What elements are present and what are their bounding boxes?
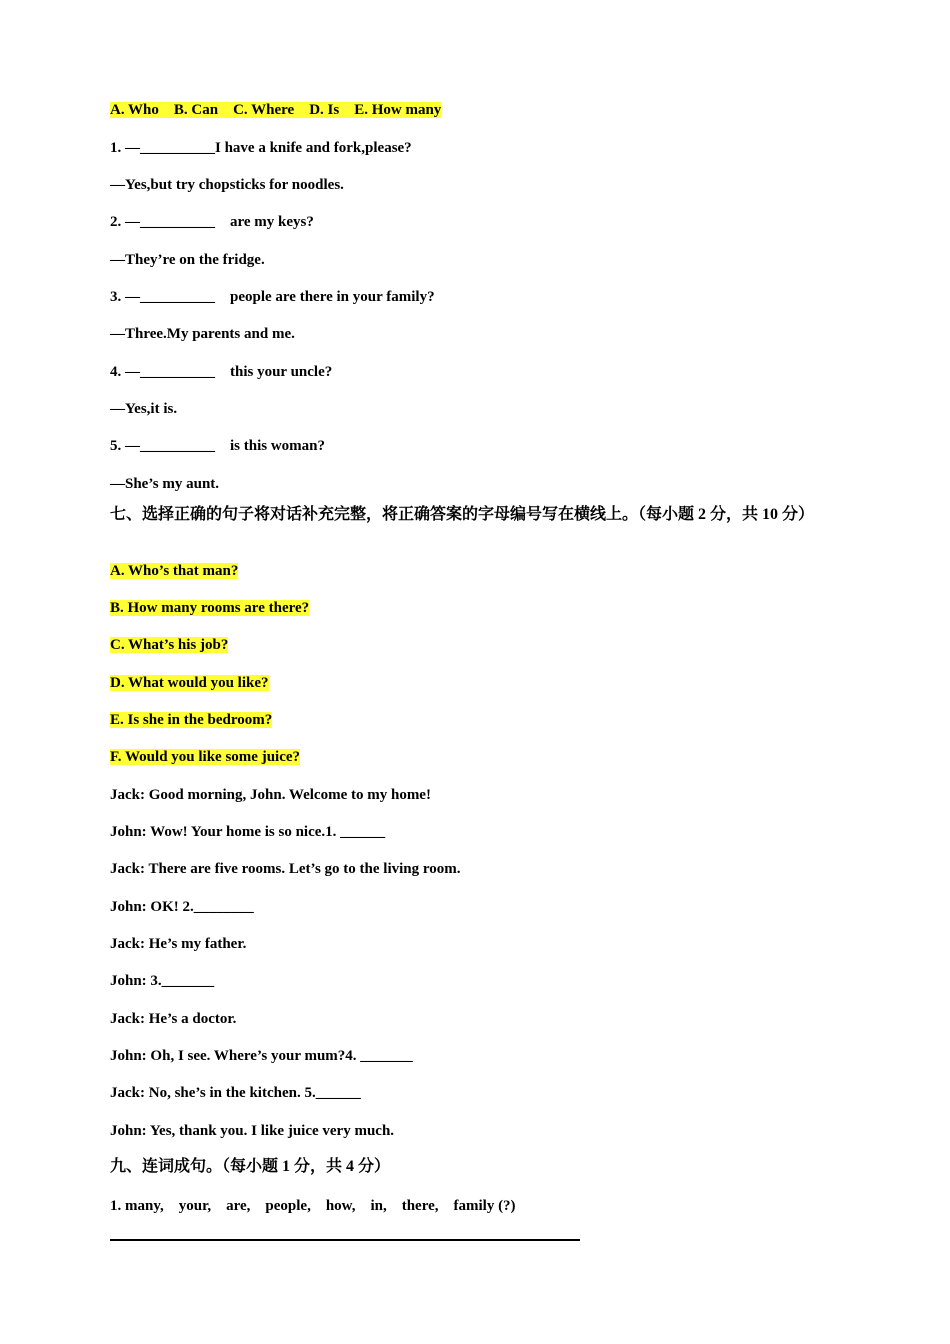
question-text: are my keys? <box>215 214 314 230</box>
dialogue-line: John: 3._______ <box>110 973 215 989</box>
choice-text: B. How many rooms are there? <box>110 600 310 616</box>
question-text: I have a knife and fork,please? <box>215 140 412 156</box>
question-text: people are there in your family? <box>215 289 435 305</box>
question-number: 5. — <box>110 438 140 454</box>
answer-options-text: A. Who B. Can C. Where D. Is E. How many <box>110 102 442 118</box>
answer-blank: __________ <box>140 140 215 156</box>
choice-text: F. Would you like some juice? <box>110 749 301 765</box>
question-1 <box>110 139 412 157</box>
choice-text: E. Is she in the bedroom? <box>110 712 273 728</box>
section-9-question-1: 1. many, your, are, people, how, in, there, family (?) <box>110 1198 516 1214</box>
answer-4: —Yes,it is. <box>110 401 178 417</box>
question-number: 4. — <box>110 364 140 380</box>
answer-blank: __________ <box>140 364 215 380</box>
answer-blank: __________ <box>140 438 215 454</box>
question-4 <box>110 363 332 381</box>
dialogue-line: Jack: Good morning, John. Welcome to my home! <box>110 787 431 803</box>
answer-line <box>110 1239 580 1241</box>
answer-2: —They’re on the fridge. <box>110 252 265 268</box>
answer-blank: __________ <box>140 289 215 305</box>
question-number: 1. — <box>110 140 140 156</box>
question-2 <box>110 213 314 231</box>
dialogue-line: Jack: He’s my father. <box>110 936 247 952</box>
question-text: this your uncle? <box>215 364 333 380</box>
question-number: 2. — <box>110 214 140 230</box>
choice-text: D. What would you like? <box>110 675 269 691</box>
section-7-title: 七、选择正确的句子将对话补充完整，将正确答案的字母编号写在横线上。（每小题 2 分，共 10 分） <box>110 506 815 523</box>
answer-3: —Three.My parents and me. <box>110 326 295 342</box>
dialogue-line: John: Wow! Your home is so nice.1. ______ <box>110 824 386 840</box>
choice-c <box>110 636 228 654</box>
dialogue-line: Jack: He’s a doctor. <box>110 1011 237 1027</box>
question-text: is this woman? <box>215 438 326 454</box>
dialogue-line: John: Oh, I see. Where’s your mum?4. _______ <box>110 1048 413 1064</box>
choice-text: C. What’s his job? <box>110 637 229 653</box>
choice-a <box>110 562 238 580</box>
answer-5: —She’s my aunt. <box>110 476 220 492</box>
section-9-title: 九、连词成句。（每小题 1 分，共 4 分） <box>110 1158 391 1175</box>
choice-d <box>110 674 269 692</box>
question-number: 3. — <box>110 289 140 305</box>
dialogue-line: John: OK! 2.________ <box>110 899 254 915</box>
dialogue-line: Jack: No, she’s in the kitchen. 5.______ <box>110 1085 361 1101</box>
choice-f <box>110 748 300 766</box>
choice-e <box>110 711 272 729</box>
choice-text: A. Who’s that man? <box>110 563 239 579</box>
choice-b <box>110 599 309 617</box>
answer-1: —Yes,but try chopsticks for noodles. <box>110 177 344 193</box>
answer-options <box>110 101 441 119</box>
question-3 <box>110 288 435 306</box>
question-5 <box>110 437 325 455</box>
dialogue-line: Jack: There are five rooms. Let’s go to the living room. <box>110 861 461 877</box>
dialogue-line: John: Yes, thank you. I like juice very much. <box>110 1123 395 1139</box>
answer-blank: __________ <box>140 214 215 230</box>
